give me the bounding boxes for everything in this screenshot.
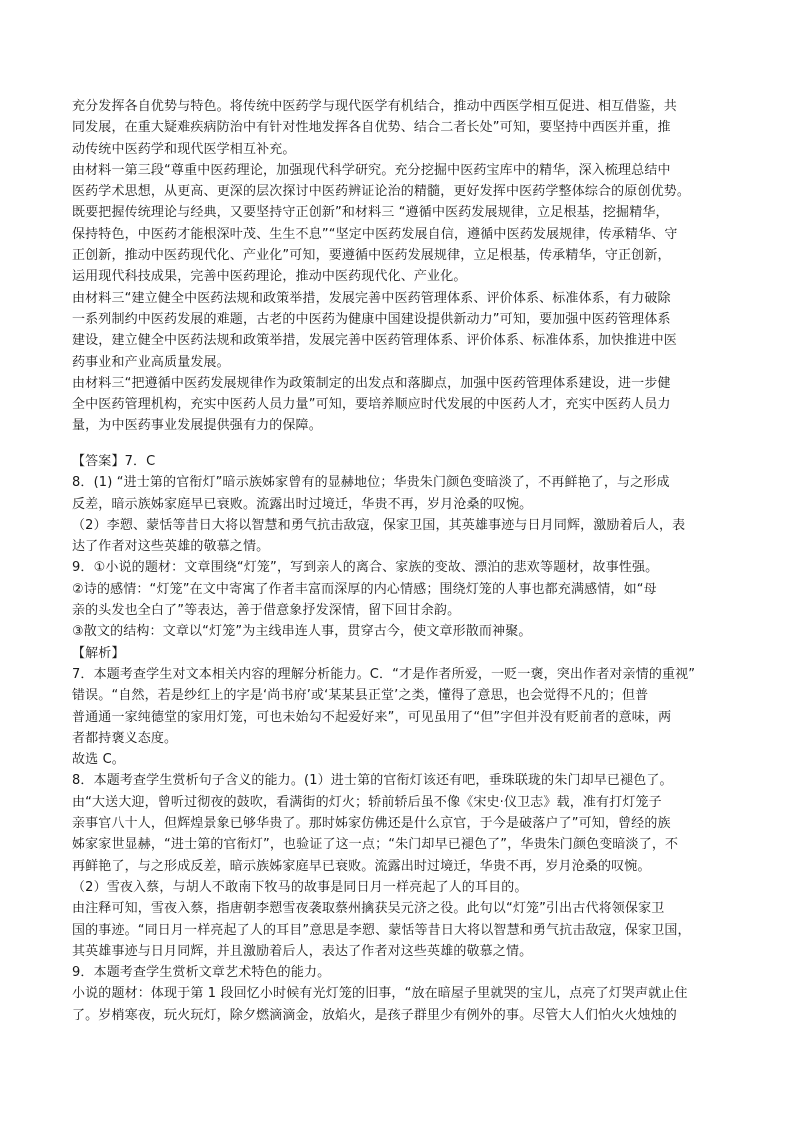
text-line: 再鲜艳了，与之形成反差，暗示族姊家庭早已衰败。流露出时过境迁，华贵不再，岁月沧桑的叹惋。: [72, 858, 651, 874]
text-line: 由材料三“把遵循中医药发展规律作为政策制定的出发点和落脚点，加强中医药管理体系建设，进一步健: [72, 375, 671, 391]
text-line: 了。岁梢寒夜，玩火玩灯，除夕燃滴滴金，放焰火，是孩子群里少有例外的事。尽管大人们怕火火烛烛的: [72, 1007, 677, 1023]
text-line: 建设，建立健全中医药法规和政策举措，发展完善中医药管理体系、评价体系、标准体系，加快推进中医: [72, 333, 677, 349]
text-line: 同发展，在重大疑难疾病防治中有针对性地发挥各自优势、结合二者长处”可知，要坚持中西医并重，推: [72, 120, 671, 136]
answer-and-explanation: [72, 451, 724, 1026]
text-line: 7．本题考查学生对文本相关内容的理解分析能力。C．“才是作者所爱，一贬一褒，突出作者对亲情的重视”: [72, 666, 696, 682]
text-line: 由“大送大迎，曾听过彻夜的鼓吹，看满街的灯火；轿前轿后虽不像《宋史·仪卫志》载，准有打灯笼子: [72, 794, 662, 810]
text-line: 亲事官八十人，但辉煌景象已够华贵了。那时姊家仿佛还是什么京官，于今是破落户了”可知，曾经的族: [72, 816, 671, 832]
analysis-heading: 【解析】: [72, 645, 125, 661]
text-line: 保持特色，中医药才能根深叶茂、生生不息”“坚定中医药发展自信，遵循中医药发展规律，传承精华、守: [72, 226, 678, 242]
text-line: ②诗的感情：“灯笼”在文中寄寓了作者丰富而深厚的内心情感；围绕灯笼的人事也都充满感情，如“母: [72, 581, 657, 597]
text-line: 动传统中医药学和现代医学相互补充。: [72, 141, 296, 157]
text-line: （2）李愬、蒙恬等昔日大将以智慧和勇气抗击敌寇，保家卫国，其英雄事迹与日月同辉，激励着后人，表: [72, 517, 686, 533]
text-line: 充分发挥各自优势与特色。将传统中医药学与现代医学有机结合，推动中西医学相互促进、相互借鉴，共: [72, 99, 677, 114]
text-line: 其英雄事迹与日月同辉，并且激励着后人，表达了作者对这些英雄的敬慕之情。: [72, 943, 533, 959]
text-line: 小说的题材：体现于第 1 段回忆小时候有光灯笼的旧事，“放在暗屋子里就哭的宝儿，点亮了灯哭声就止住: [72, 986, 688, 1002]
answer-heading: 【答案】7．C: [72, 454, 156, 469]
text-line: 医药学术思想，从更高、更深的层次探讨中医药辨证论治的精髓，更好发挥中医药学整体综合的原创优势。: [72, 184, 691, 200]
text-line: 8．(1) “进士第的官衔灯”暗示族姊家曾有的显赫地位；华贵朱门颜色变暗淡了，不再鲜艳了，与之形成: [72, 475, 670, 491]
text-line: （2）雪夜入蔡，与胡人不敢南下牧马的故事是同日月一样亮起了人的耳目的。: [72, 879, 528, 895]
text-line: 由材料三“建立健全中医药法规和政策举措，发展完善中医药管理体系、评价体系、标准体系，有力破除: [72, 290, 671, 306]
text-line: 国的事迹。“同日月一样亮起了人的耳目”意思是李愬、蒙恬等昔日大将以智慧和勇气抗击敌寇，保家卫国，: [72, 922, 691, 938]
text-line: 姊家家世显赫，“进士第的官衔灯”，也验证了这一点；“朱门却早已褪色了”，华贵朱门颜色变暗淡了，不: [72, 837, 679, 853]
text-line: 9．①小说的题材：文章围绕“灯笼”，写到亲人的离合、家族的变故、漂泊的悲欢等题材，故事性强。: [72, 560, 659, 576]
text-line: 既要把握传统理论与经典，又要坚持守正创新”和材料三 “遵循中医药发展规律，立足根基，挖掘精华，: [72, 205, 669, 221]
text-line: 亲的头发也全白了”等表达，善于借意象抒发深情，留下回甘余韵。: [72, 603, 461, 619]
text-line: ③散文的结构：文章以“灯笼”为主线串连人事，贯穿古今，使文章形散而神聚。: [72, 624, 532, 640]
text-line: 正创新，推动中医药现代化、产业化”可知，要遵循中医药发展规律，立足根基，传承精华，守正创新，: [72, 248, 671, 264]
text-line: 反差，暗示族姊家庭早已衰败。流露出时过境迁，华贵不再，岁月沧桑的叹惋。: [72, 496, 533, 512]
text-line: 一系列制约中医药发展的难题，古老的中医药为健康中国建设提供新动力”可知，要加强中医药管理体系: [72, 311, 671, 327]
text-line: 运用现代科技成果，完善中医药理论，推动中医药现代化、产业化。: [72, 269, 467, 285]
text-line: 普通通一家纯德堂的家用灯笼，可也未始勾不起爱好来”，可见虽用了“但”字但并没有贬前者的意味，两: [72, 709, 672, 725]
text-line: 者都持褒义态度。: [72, 730, 178, 746]
text-line: 由材料一第三段“尊重中医药理论，加强现代科学研究。充分挖掘中医药宝库中的精华，深入梳理总结中: [72, 162, 671, 178]
text-line: 药事业和产业高质量发展。: [72, 354, 230, 370]
text-line: 8．本题考查学生赏析句子含义的能力。(1）进士第的官衔灯该还有吧，垂珠联珑的朱门却早已褪色了。: [72, 773, 673, 789]
text-line: 错误。“自然，若是纱红上的字是‘尚书府’或‘某某县正堂’之类，懂得了意思，也会觉得不凡的；但普: [72, 688, 649, 704]
text-line: 量，为中医药事业发展提供强有力的保障。: [72, 418, 322, 434]
text-line: 9．本题考查学生赏析文章艺术特色的能力。: [72, 965, 331, 981]
text-line: 全中医药管理机构，充实中医药人员力量”可知，要培养顺应时代发展的中医药人才，充实中医药人员力: [72, 397, 671, 413]
analysis-paragraphs: [72, 96, 724, 437]
text-line: 达了作者对这些英雄的敬慕之情。: [72, 539, 270, 555]
text-line: 由注释可知，雪夜入蔡，指唐朝李愬雪夜袭取蔡州擒获吴元济之役。此句以“灯笼”引出古代将领保家卫: [72, 901, 665, 917]
text-line: 故选 C。: [72, 752, 125, 768]
